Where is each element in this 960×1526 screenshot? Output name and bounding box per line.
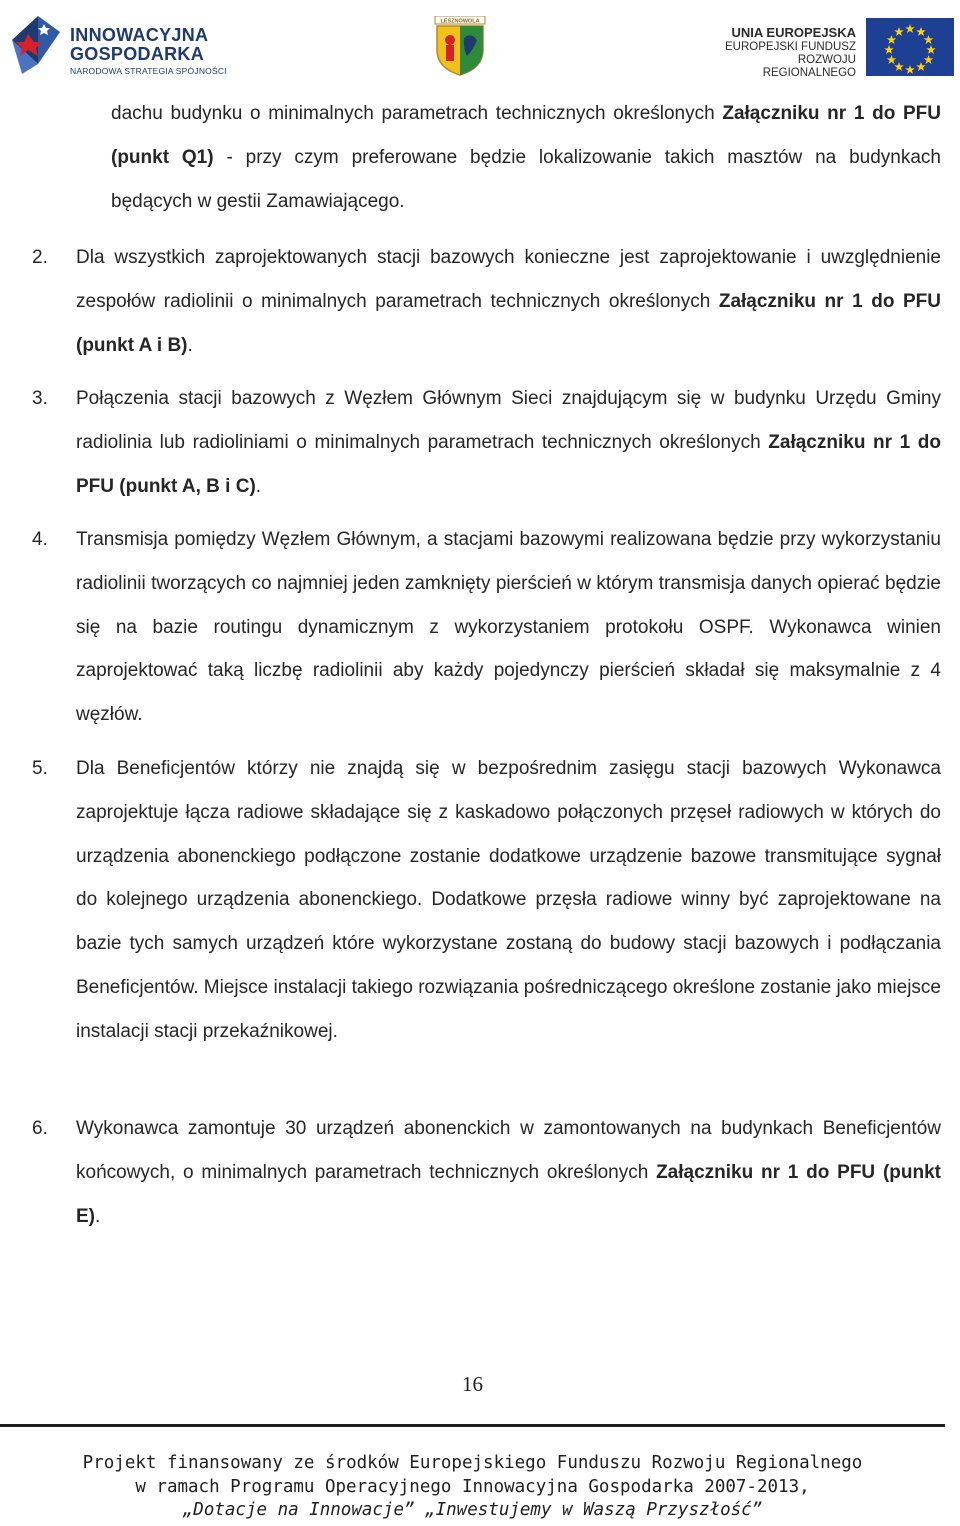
eu-flag-icon [866,18,954,76]
page-footer [0,1452,945,1523]
list-number: 5. [32,758,48,779]
list-item-4: 4. Transmisja pomiędzy Węzłem Głównym, a stacjami bazowymi realizowana będzie przy wykorzystaniu radiolinii tworzących co najmniej jeden zamknięty pierścień w którym transmisja danych opierać będzie się na bazie routingu dynamicznym z wykorzystaniem protokołu OSPF. Wykonawca winien zaprojektować taką liczbę radiolinii aby każdy pojedynczy pierścień składał się maksymalnie z 4 węzłów. [76,518,941,737]
bold-reference: Załączniku nr 1 do PFU (punkt E) [76,1161,941,1227]
list-number: 3. [32,388,48,409]
list-number: 4. [32,529,48,550]
list-item-5: 5. Dla Beneficjentów którzy nie znajdą się w bezpośrednim zasięgu stacji bazowych Wykonawca zaprojektuje łącza radiowe składające się z kaskadowo połączonych przęseł radiowych w których do urządzenia abonenckiego podłączone zostanie dodatkowe urządzenie bazowe transmitujące sygnał do kolejnego urządzenia abonenckiego. Dodatkowe przęsła radiowe winny być zaprojektowane na bazie tych samych urządzeń które wykorzystane zostaną do budowy stacji bazowych i podłączania Beneficjentów. Miejsce instalacji takiego rozwiązania pośredniczącego określone zostanie jako miejsce instalacji stacji przekaźnikowej. [76,747,941,1054]
bold-reference: Załączniku nr 1 do PFU (punkt A i B) [76,290,941,356]
footer-line-3: „Dotacje na Innowacje” „Inwestujemy w Waszą Przyszłość” [182,1500,763,1520]
page-header [0,0,960,90]
bold-reference: Załączniku nr 1 do PFU (punkt A, B i C) [76,431,941,497]
page-number: 16 [462,1372,483,1396]
innowacyjna-gospodarka-logo [8,10,230,80]
eu-logo-line3: ROZWOJU REGIONALNEGO [762,54,856,80]
footer-divider [0,1424,945,1427]
list-item-2: 2. Dla wszystkich zaprojektowanych stacji bazowych konieczne jest zaprojektowanie i uwzględnienie zespołów radiolinii o minimalnych parametrach technicznych określonych Załączniku nr 1 do PFU (punkt A i B). [76,236,941,367]
lesznowola-coat-of-arms-logo [431,16,489,76]
coat-of-arms-icon [431,16,489,76]
paragraph-continuation: dachu budynku o minimalnych parametrach technicznych określonych Załączniku nr 1 do PFU (punkt Q1) - przy czym preferowane będzie lokalizowanie takich masztów na budynkach będących w gestii Zamawiającego. [111,103,941,212]
ig-logo-line1: INNOWACYJNA [70,25,209,45]
ig-logo-line2: GOSPODARKA [70,44,205,64]
footer-line-2: w ramach Programu Operacyjnego Innowacyjna Gospodarka 2007-2013, [135,1476,810,1497]
list-number: 2. [32,247,48,268]
bold-reference: Załączniku nr 1 do PFU (punkt Q1) [111,103,941,168]
footer-line-1: Projekt finansowany ze środków Europejskiego Funduszu Rozwoju Regionalnego [82,1453,863,1473]
list-number: 6. [32,1118,48,1139]
list-item-6: 6. Wykonawca zamontuje 30 urządzeń abonenckich w zamontowanych na budynkach Beneficjentów końcowych, o minimalnych parametrach technicznych określonych Załączniku nr 1 do PFU (punkt E). [76,1107,941,1238]
eu-logo-line1: UNIA EUROPEJSKA [731,25,856,40]
list-item-3: 3. Połączenia stacji bazowych z Węzłem Głównym Sieci znajdującym się w budynku Urzędu Gminy radiolinia lub radioliniami o minimalnych parametrach technicznych określonych Załączniku nr 1 do PFU (punkt A, B i C). [76,377,941,508]
ig-emblem-icon [8,12,64,78]
coat-of-arms-label: LESZNOWOLA [440,18,480,25]
eu-fund-logo [700,18,956,78]
ig-logo-line3: NARODOWA STRATEGIA SPÓJNOŚCI [70,66,227,76]
eu-logo-line2: EUROPEJSKI FUNDUSZ [725,40,856,53]
